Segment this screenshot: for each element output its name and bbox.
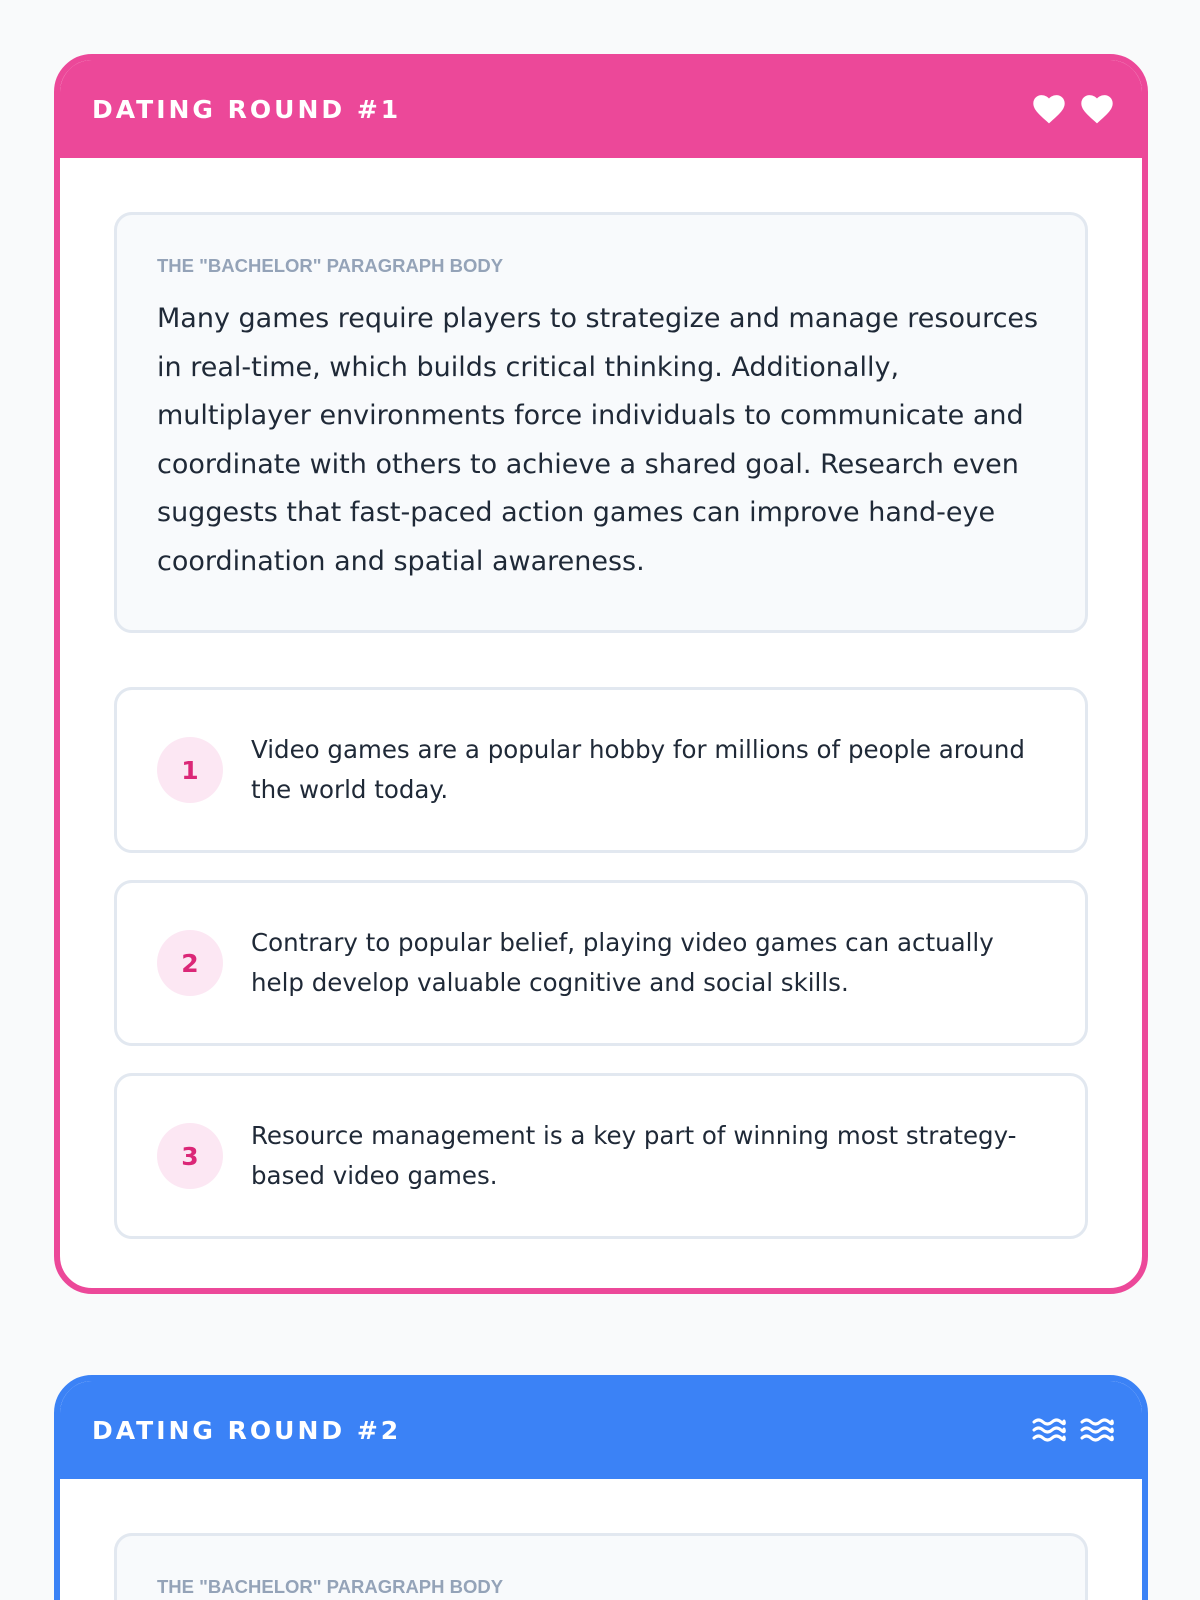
paragraph-card — [114, 1533, 1088, 1600]
sentence-text: Video games are a popular hobby for millions of people around the world today. — [251, 735, 1025, 804]
round-body — [60, 1479, 1142, 1600]
waves-icon — [1080, 1416, 1114, 1444]
sentence-list — [114, 687, 1088, 1239]
paragraph-text: Many games require players to strategize and manage resources in real-time, which builds critical thinking. Additionally, multiplayer environments force individuals to communicate and coordinate with others to achieve a shared goal. Research even suggests that fast-paced action games can improve hand-eye coordination and spatial awareness. — [157, 303, 1039, 577]
heart-icon — [1080, 94, 1114, 124]
round-header — [60, 60, 1142, 158]
waves-icon — [1032, 1416, 1066, 1444]
number-badge: 3 — [157, 1123, 223, 1189]
sentence-text: Contrary to popular belief, playing video games can actually help develop valuable cognitive and social skills. — [251, 928, 994, 997]
sentence-option[interactable] — [114, 1073, 1088, 1239]
round-header — [60, 1381, 1142, 1479]
sentence-text: Resource management is a key part of winning most strategy-based video games. — [251, 1121, 1017, 1190]
sentence-option[interactable] — [114, 880, 1088, 1046]
number-badge: 1 — [157, 737, 223, 803]
round-title: DATING ROUND #1 — [92, 94, 402, 124]
sentence-option[interactable] — [114, 687, 1088, 853]
dating-round-2 — [54, 1375, 1148, 1600]
dating-round-1 — [54, 54, 1148, 1294]
header-icons — [1032, 94, 1114, 124]
number-badge: 2 — [157, 930, 223, 996]
round-title: DATING ROUND #2 — [92, 1415, 402, 1445]
paragraph-card — [114, 212, 1088, 633]
heart-icon — [1032, 94, 1066, 124]
card-label: THE "BACHELOR" PARAGRAPH BODY — [157, 255, 504, 276]
header-icons — [1032, 1416, 1114, 1444]
round-body — [60, 158, 1142, 1239]
card-label: THE "BACHELOR" PARAGRAPH BODY — [157, 1576, 504, 1597]
